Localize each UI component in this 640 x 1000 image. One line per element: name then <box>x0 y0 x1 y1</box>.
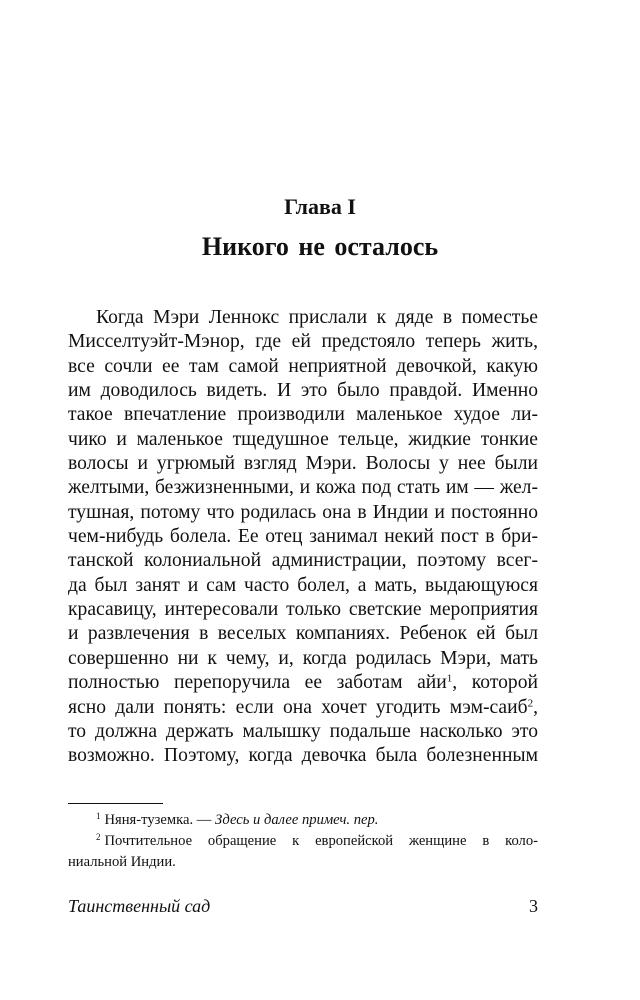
running-footer-book-title: Таинственный сад <box>68 896 211 916</box>
chapter-title: Никого не осталось <box>201 232 439 261</box>
body-line: возможно. Поэтому, когда девочка была болезненным <box>68 745 538 767</box>
body-paragraph <box>68 306 538 769</box>
body-line: им доводилось видеть. И это было правдой. Именно <box>68 380 538 402</box>
body-line: совершенно ни к чему, и, когда родилась Мэри, мать <box>68 647 538 669</box>
running-footer <box>68 893 538 919</box>
body-line: тушная, потому что родилась она в Индии и постоянно <box>68 501 538 523</box>
body-line-with-footnote-1 <box>68 671 538 695</box>
body-line-text: ясно дали понять: если она хочет угодить мэм-саиб <box>68 696 528 718</box>
body-line-text: полностью перепоручила ее заботам айи <box>68 672 447 694</box>
body-line: такое впечатление производили маленькое худое ли- <box>68 404 538 426</box>
body-line: и развлечения в веселых компаниях. Ребенок ей был <box>68 623 538 645</box>
body-line-with-footnote-2 <box>68 696 538 720</box>
footnote-2 <box>68 831 538 852</box>
footnote-1-text: Няня-туземка. — <box>104 812 215 828</box>
body-line: волосы и угрюмый взгляд Мэри. Волосы у нее были <box>68 453 538 475</box>
footnote-reference-1[interactable]: 1 <box>446 672 453 685</box>
footnotes <box>68 810 538 873</box>
footnote-2-mark: 2 <box>96 832 101 843</box>
footnote-2-continuation: ниальной Индии. <box>68 854 176 870</box>
body-line: чико и маленькое тщедушное тельце, жидкие тонкие <box>68 428 538 450</box>
footnote-1 <box>68 810 538 831</box>
body-line: желтыми, безжизненными, и кожа под стать им — жел- <box>68 477 538 499</box>
body-line-text: , <box>533 696 538 718</box>
footnote-1-mark: 1 <box>96 811 101 822</box>
body-line: все сочли ее там самой неприятной девочкой, какую <box>68 355 538 377</box>
body-line: красавицу, интересовали только светские мероприятия <box>68 599 538 621</box>
footnote-reference-2[interactable]: 2 <box>527 696 534 709</box>
footnote-divider <box>68 803 163 804</box>
page-number: 3 <box>529 896 538 916</box>
body-line: да был занят и сам часто болел, а мать, выдающуюся <box>68 574 538 596</box>
body-line: чем-нибудь болела. Ее отец занимал некий пост в бри- <box>68 526 538 548</box>
body-line: Когда Мэри Леннокс прислали к дяде в поместье <box>96 307 538 328</box>
footnote-1-italic-note: Здесь и далее примеч. пер. <box>214 812 379 828</box>
body-line: танской колониальной администрации, поэтому всег- <box>68 550 538 572</box>
body-line: Миссeлтуэйт-Мэнор, где ей предстояло теперь жить, <box>68 331 538 353</box>
footnote-2-text: Почтительное обращение к европейской женщине в коло- <box>104 833 538 849</box>
body-line: то должна держать малышку подальше насколько это <box>68 720 538 742</box>
body-line-text: , которой <box>452 672 538 694</box>
chapter-number: Глава I <box>284 194 356 219</box>
